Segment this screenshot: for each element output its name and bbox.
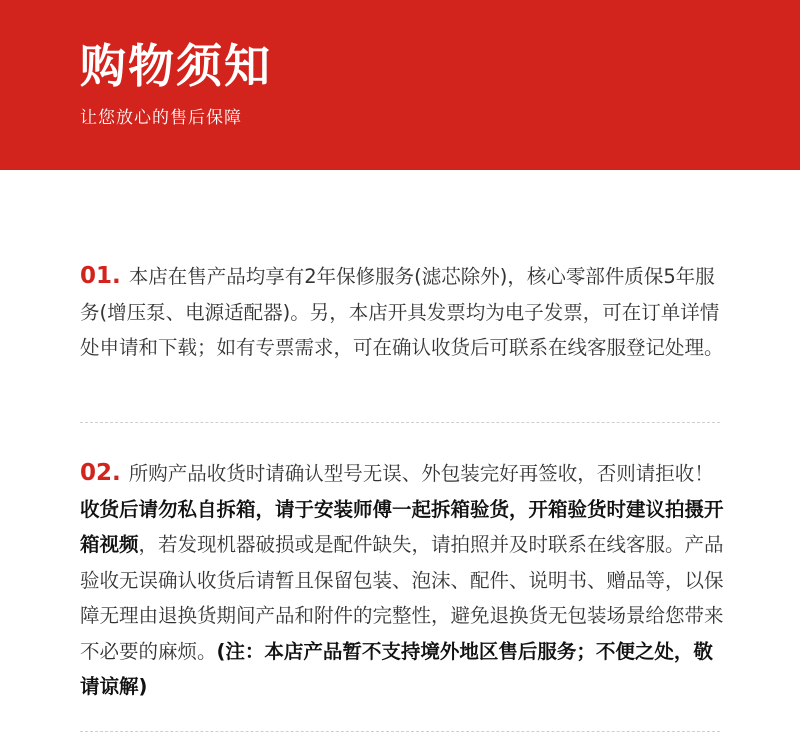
- notice-item-1: [80, 259, 730, 366]
- item-text: 本店在售产品均享有2年保修服务(滤芯除外)，核心零部件质保5年服务(增压泵、电源适配器)。另，本店开具发票均为电子发票，可在订单详情处申请和下载；如有专票需求，可在确认收货后可联系在线客服登记处理。: [80, 265, 724, 359]
- divider: [80, 422, 720, 423]
- item-bold-text: 收货后请勿私自拆箱，请于安装师傅一起拆箱验货，开箱验货时建议拍摄开箱视频: [80, 497, 724, 556]
- divider: [80, 731, 720, 732]
- page-title: 购物须知: [80, 39, 272, 93]
- page-subtitle: 让您放心的售后保障: [80, 108, 242, 128]
- item-number: 02.: [80, 460, 121, 486]
- header-banner: [0, 0, 800, 170]
- item-text: 所购产品收货时请确认型号无误、外包装完好再签收，否则请拒收！: [128, 462, 714, 485]
- item-note: (注：本店产品暂不支持境外地区售后服务；不便之处，敬请谅解): [80, 639, 713, 698]
- item-text: ，若发现机器破损或是配件缺失，请拍照并及时联系在线客服。产品验收无误确认收货后请暂且保留包装、泡沫、配件、说明书、赠品等，以保障无理由退换货期间产品和附件的完整性，避免退换货无包装场景给您带来不必要的麻烦。: [80, 533, 724, 663]
- item-number: 01.: [80, 263, 121, 289]
- notice-item-2: [80, 456, 730, 705]
